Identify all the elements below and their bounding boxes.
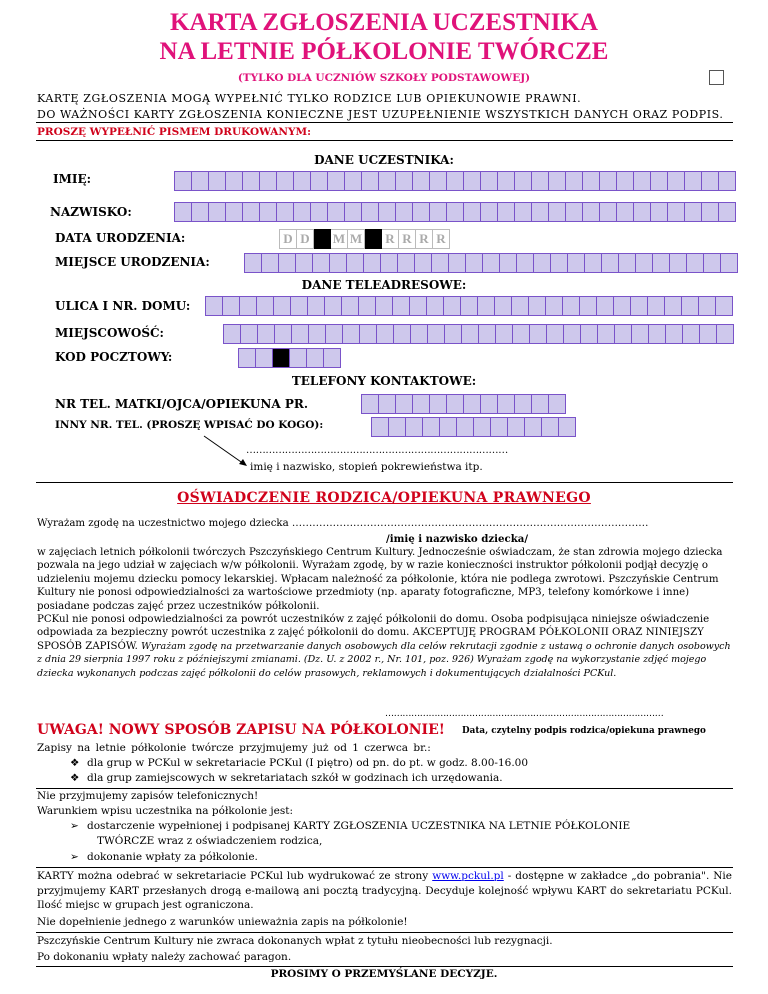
birth-date-cell[interactable]: R xyxy=(399,229,416,249)
address-section-title: DANE TELEADRESOWE: xyxy=(301,278,467,292)
street-grid[interactable] xyxy=(205,296,733,316)
declaration-paragraph-2 xyxy=(37,613,732,680)
postcode-label: KOD POCZTOWY: xyxy=(55,350,173,364)
street-label: ULICA I NR. DOMU: xyxy=(55,299,191,313)
notice-paragraph-end: - dostępne w zakładce „do pobrania". Nie przyjmujemy KART przesłanych drogą e-mailową ani pocztą tradycyjną. Decyduje kolejność wpływu KART do sekretariatu PCKul. Ilość miejsc w grupach jest ograniczona. xyxy=(37,870,732,911)
checkbox-icon[interactable] xyxy=(709,70,724,85)
birth-date-grid[interactable] xyxy=(279,229,450,249)
notice-condition-1b: TWÓRCZE wraz z oświadczeniem rodzica, xyxy=(97,835,323,847)
phones-section-title: TELEFONY KONTAKTOWE: xyxy=(291,374,477,388)
notice-line6: Po dokonaniu wpłaty należy zachować paragon. xyxy=(37,951,292,963)
arrow-icon xyxy=(200,432,250,472)
final-note: PROSIMY O PRZEMYŚLANE DECYZJE. xyxy=(270,968,498,980)
header-line2: DO WAŻNOŚCI KARTY ZGŁOSZENIA KONIECZNE JEST UZUPEŁNIENIE WSZYSTKICH DANYCH ORAZ PODPIS. xyxy=(37,108,724,121)
arrow-bullet-icon: ➢ xyxy=(70,820,79,832)
notice-paragraph xyxy=(37,869,732,913)
website-link[interactable]: www.pckul.pl xyxy=(432,870,504,882)
city-grid[interactable] xyxy=(223,324,734,344)
parent-phone-grid[interactable] xyxy=(361,394,566,414)
consent-line[interactable]: Wyrażam zgodę na uczestnictwo mojego dziecka …………………………………………………………………………………………… xyxy=(37,518,649,529)
declaration-title: OŚWIADCZENIE RODZICA/OPIEKUNA PRAWNEGO xyxy=(177,490,591,506)
other-phone-grid[interactable] xyxy=(371,417,576,437)
birth-date-cell[interactable]: M xyxy=(348,229,365,249)
declaration-paragraph-2-normal: PCKul nie ponosi odpowiedzialności za powrót uczestników z zajęć półkolonii do domu. Osoba podpisująca niniejsze oświadczenie odpowiada za bezpieczny powrót uczestnika z zajęć półkolonii do domu. AKCEPTUJĘ PROGRAM PÓŁKOLONII ORAZ NINIEJSZY SPOSÓB ZAPISÓW. xyxy=(37,614,710,652)
warning-heading: UWAGA! NOWY SPOSÓB ZAPISU NA PÓŁKOLONIE! xyxy=(37,722,445,738)
first-name-label: IMIĘ: xyxy=(53,172,92,186)
last-name-label: NAZWISKO: xyxy=(50,205,132,219)
birth-place-grid[interactable] xyxy=(244,253,738,273)
birth-date-separator xyxy=(365,229,382,249)
birth-date-cell[interactable]: R xyxy=(416,229,433,249)
birth-date-cell[interactable]: M xyxy=(331,229,348,249)
last-name-grid[interactable] xyxy=(174,202,736,222)
notice-line2: Nie przyjmujemy zapisów telefonicznych! xyxy=(37,790,259,802)
birth-date-cell[interactable]: D xyxy=(279,229,297,249)
notice-line4: Nie dopełnienie jednego z warunków unieważnia zapis na półkolonie! xyxy=(37,916,408,928)
notice-bullet-1: dla grup w PCKul w sekretariacie PCKul (I piętro) od pn. do pt. w godz. 8.00-16.00 xyxy=(87,757,529,769)
notice-paragraph-start: KARTY można odebrać w sekretariacie PCKul lub wydrukować ze strony xyxy=(37,870,429,882)
notice-bullet-2: dla grup zamiejscowych w sekretariatach szkół w godzinach ich urzędowania. xyxy=(87,772,503,784)
signature-caption: Data, czytelny podpis rodzica/opiekuna prawnego xyxy=(462,726,706,736)
notice-line5: Pszczyńskie Centrum Kultury nie zwraca dokonanych wpłat z tytułu nieobecności lub rezygnacji. xyxy=(37,935,553,947)
child-name-caption: /imię i nazwisko dziecka/ xyxy=(386,533,529,545)
birth-date-cell[interactable]: D xyxy=(297,229,314,249)
signature-dots[interactable]: …………………………………………………………………………………… xyxy=(385,709,664,719)
other-phone-label: INNY NR. TEL. (PROSZĘ WPISAĆ DO KOGO): xyxy=(55,419,324,431)
city-label: MIEJSCOWOŚĆ: xyxy=(55,326,164,340)
header-line1: KARTĘ ZGŁOSZENIA MOGĄ WYPEŁNIĆ TYLKO RODZICE LUB OPIEKUNOWIE PRAWNI. xyxy=(37,92,582,105)
relation-hint: imię i nazwisko, stopień pokrewieństwa itp. xyxy=(250,461,483,473)
declaration-paragraph-2-italic: Wyrażam zgodę na przetwarzanie danych osobowych dla celów rekrutacji zgodnie z ustawą o ochronie danych osobowych z dnia 29 sierpnia 1997 roku z późniejszymi zmianami. (Dz. U. z 2002 r., Nr. 101, poz. 926) Wyrażam zgodę na wykorzystanie zdjęć mojego dziecka wykonanych podczas zajęć półkolonii do celów prasowych, reklamowych i dokumentujących działalności PCKul. xyxy=(37,640,731,679)
notice-condition-2: dokonanie wpłaty za półkolonie. xyxy=(87,851,258,863)
diamond-bullet-icon: ❖ xyxy=(70,757,80,769)
page-title-line2: NA LETNIE PÓŁKOLONIE TWÓRCZE xyxy=(159,38,609,65)
birth-date-cell[interactable]: R xyxy=(433,229,450,249)
birth-date-label: DATA URODZENIA: xyxy=(55,231,186,245)
header-line3: PROSZĘ WYPEŁNIĆ PISMEM DRUKOWANYM: xyxy=(37,126,311,138)
birth-date-cell[interactable]: R xyxy=(382,229,399,249)
subtitle: (TYLKO DLA UCZNIÓW SZKOŁY PODSTAWOWEJ) xyxy=(237,72,531,84)
notice-line1: Zapisy na letnie półkolonie twórcze przyjmujemy już od 1 czerwca br.: xyxy=(37,742,431,754)
birth-date-separator xyxy=(314,229,331,249)
declaration-paragraph-1: w zajęciach letnich półkolonii twórczych Pszczyńskiego Centrum Kultury. Jednocześnie oświadczam, że stan zdrowia mojego dziecka pozwala na jego udział w zajęciach w/w półkolonii. Wyrażam zgodę, by w razie konieczności instruktor półkolonii podjął decyzję o udzieleniu mojemu dziecku pomocy lekarskiej. Wpłacam należność za półkolonie, która nie podlega zwrotowi. Pszczyńskie Centrum Kultury nie ponosi odpowiedzialności za wartościowe przedmioty (np. aparaty fotograficzne, MP3, telefony komórkowe i inne) posiadane podczas zajęć przez uczestników półkolonii. xyxy=(37,547,723,612)
parent-phone-label: NR TEL. MATKI/OJCA/OPIEKUNA PR. xyxy=(55,397,308,411)
diamond-bullet-icon: ❖ xyxy=(70,772,80,784)
first-name-grid[interactable] xyxy=(174,171,736,191)
notice-condition-1: dostarczenie wypełnionej i podpisanej KARTY ZGŁOSZENIA UCZESTNIKA NA LETNIE PÓŁKOLONIE xyxy=(87,820,631,832)
notice-line3: Warunkiem wpisu uczestnika na półkolonie jest: xyxy=(37,805,294,817)
birth-place-label: MIEJSCE URODZENIA: xyxy=(55,255,210,269)
postcode-grid[interactable] xyxy=(238,348,341,368)
page-title-line1: KARTA ZGŁOSZENIA UCZESTNIKA xyxy=(170,9,598,36)
relation-dots[interactable]: ……………………………………………………………………… xyxy=(246,445,508,456)
arrow-bullet-icon: ➢ xyxy=(70,851,79,863)
participant-section-title: DANE UCZESTNIKA: xyxy=(314,153,454,167)
